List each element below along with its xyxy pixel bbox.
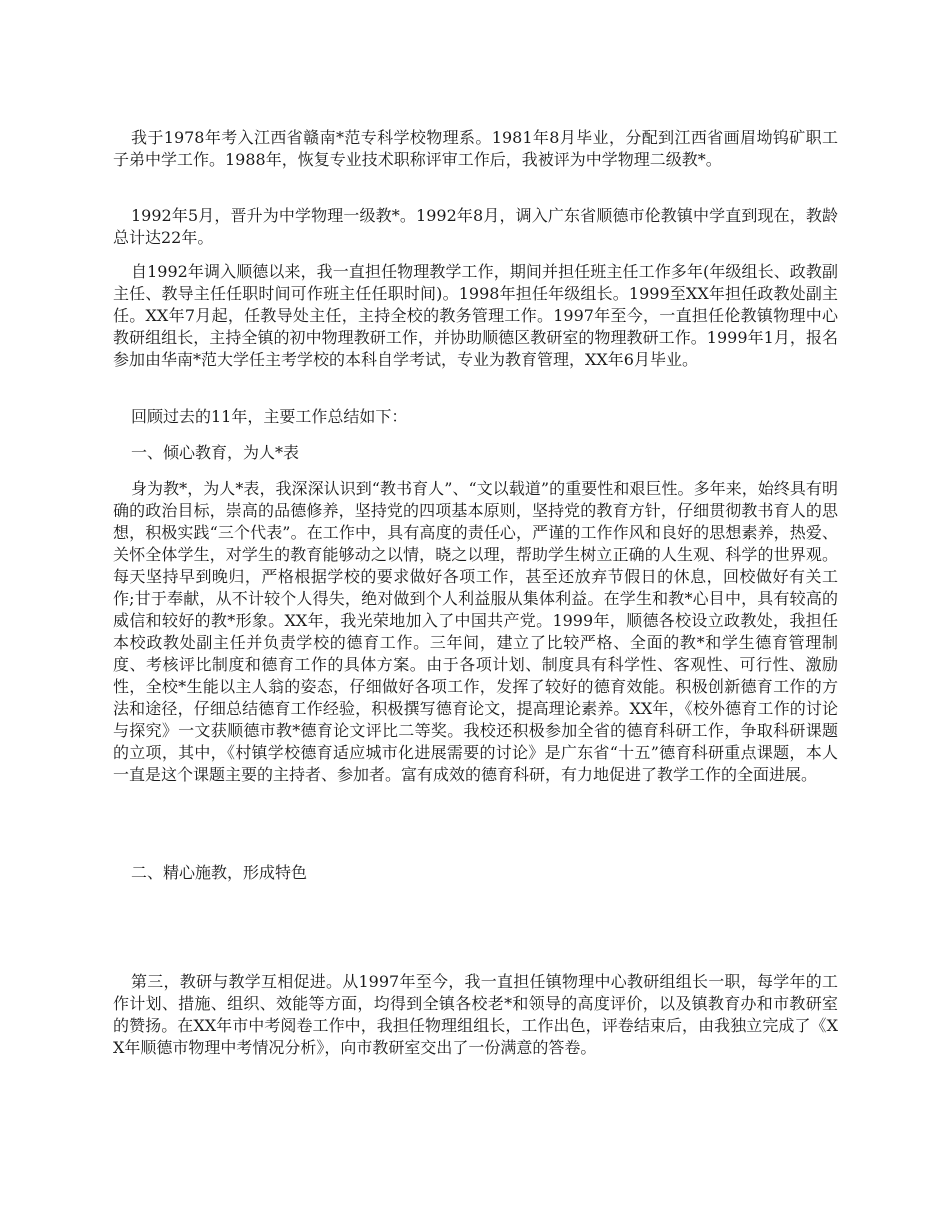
paragraph-work-history: 自1992年调入顺德以来，我一直担任物理教学工作，期间并担任班主任工作多年(年级组长、政教副主任、教导主任任职时间可作班主任任职时间)。1998年担任年级组长。1999至XX年担任政教处副主任。XX年7月起，任教导处主任，主持全校的教务管理工作。1997年至今，一直担任伦教镇物理中心教研组组长，主持全镇的初中物理教研工作，并协助顺德区教研室的物理教研工作。1999年1月，报名参加由华南*范大学任主考学校的本科自学考试，专业为教育管理，XX年6月毕业。: [113, 262, 838, 369]
paragraph-moral-education: 身为教*，为人*表，我深深认识到“教书育人”、“文以载道”的重要性和艰巨性。多年来，始终具有明确的政治目标，崇高的品德修养，坚持党的四项基本原则，坚持党的教育方针，仔细贯彻教书育人的思想，积极实践“三个代表”。在工作中，具有高度的责任心，严谨的工作作风和良好的思想素养，热爱、关怀全体学生，对学生的教育能够动之以情，晓之以理，帮助学生树立正确的人生观、科学的世界观。每天坚持早到晚归，严格根据学校的要求做好各项工作，甚至还放弃节假日的休息，回校做好有关工作;甘于奉献，从不计较个人得失，绝对做到个人利益服从集体利益。在学生和教*心目中，具有较高的威信和较好的教*形象。XX年，我光荣地加入了中国共产党。1999年，顺德各校设立政教处，我担任本校政教处副主任并负责学校的德育工作。三年间，建立了比较严格、全面的教*和学生德育管理制度、考核评比制度和德育工作的具体方案。由于各项计划、制度具有科学性、客观性、可行性、激励性，全校*生能以主人翁的姿态，仔细做好各项工作，发挥了较好的德育效能。积极创新德育工作的方法和途径，仔细总结德育工作经验，积极撰写德育论文，提高理论素养。XX年，《校外德育工作的讨论与探究》一文获顺德市教*德育论文评比二等奖。我校还积极参加全省的德育科研工作，争取科研课题的立项，其中，《村镇学校德育适应城市化进展需要的讨论》是广东省“十五”德育科研重点课题，本人一直是这个课题主要的主持者、参加者。富有成效的德育科研，有力地促进了教学工作的全面进展。: [113, 479, 838, 784]
paragraph-promotion: 1992年5月，晋升为中学物理一级教*。1992年8月，调入广东省顺德市伦教镇中学直到现在，教龄总计达22年。: [113, 206, 838, 247]
paragraph-teaching-research: 第三，教研与教学互相促进。从1997年至今，我一直担任镇物理中心教研组组长一职，每学年的工作计划、措施、组织、效能等方面，均得到全镇各校老*和领导的高度评价，以及镇教育办和市教研室的赞扬。在XX年市中考阅卷工作中，我担任物理组组长，工作出色，评卷结束后，由我独立完成了《XX年顺德市物理中考情况分析》，向市教研室交出了一份满意的答卷。: [113, 972, 838, 1057]
section-heading-2: 二、精心施教，形成特色: [131, 863, 308, 882]
section-heading-1: 一、倾心教育，为人*表: [131, 443, 300, 462]
paragraph-summary-intro: 回顾过去的11年，主要工作总结如下：: [131, 407, 408, 426]
paragraph-career-start: 我于1978年考入江西省赣南*范专科学校物理系。1981年8月毕业，分配到江西省画眉坳钨矿职工子弟中学工作。1988年，恢复专业技术职称评审工作后，我被评为中学物理二级教*。: [113, 128, 838, 169]
